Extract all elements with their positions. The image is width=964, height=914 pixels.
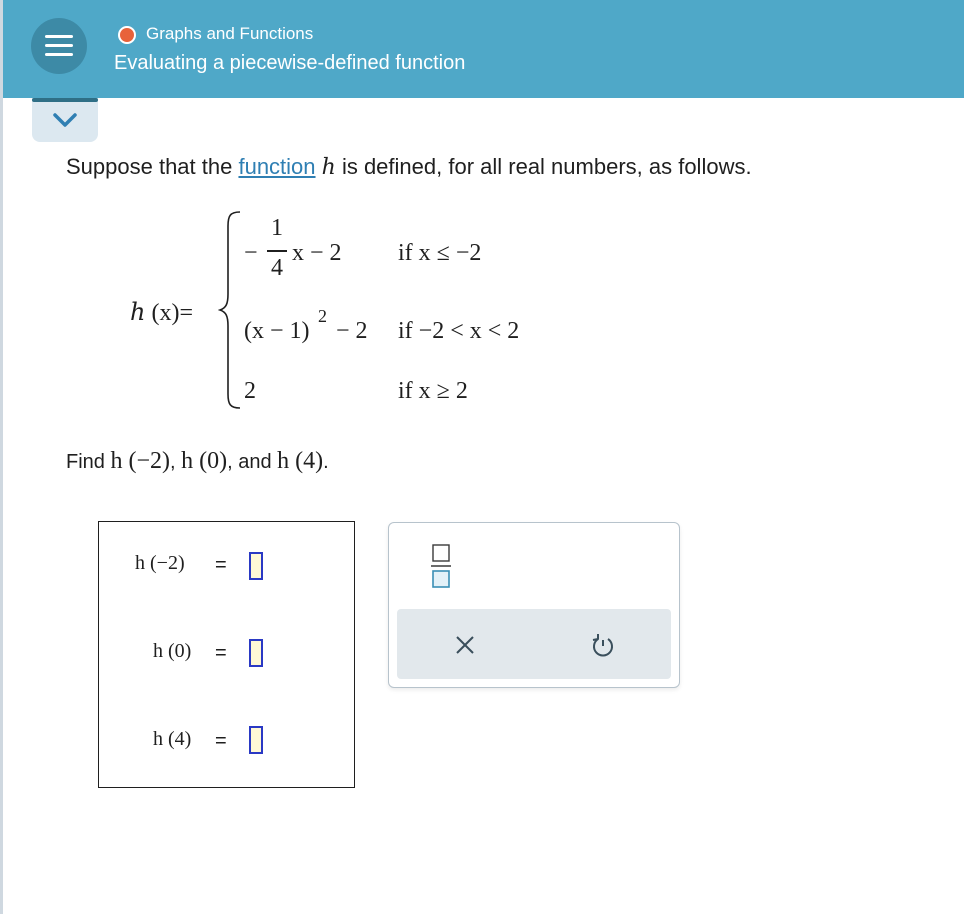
answer-input-3[interactable] <box>249 726 263 754</box>
piece1-sign: − <box>244 240 258 266</box>
hamburger-icon-line <box>45 35 73 38</box>
piece1-numerator: 1 <box>271 215 283 241</box>
find-expr-1: h (−2) <box>110 448 170 474</box>
fraction-line <box>267 250 287 252</box>
close-icon[interactable] <box>451 631 479 659</box>
collapse-button[interactable] <box>32 98 98 142</box>
find-word: Find <box>66 451 111 473</box>
answer-eq-2: = <box>215 642 227 664</box>
hamburger-icon-line <box>45 44 73 47</box>
find-expr-2: h (0) <box>181 448 228 474</box>
piece3-expr: 2 <box>244 378 256 404</box>
answer-eq-3: = <box>215 730 227 752</box>
hamburger-icon-line <box>45 53 73 56</box>
fraction-icon[interactable] <box>429 543 453 589</box>
answer-box <box>98 521 355 788</box>
intro-var: h <box>321 155 336 180</box>
answer-eq-1: = <box>215 554 227 576</box>
function-name: h <box>130 298 146 326</box>
piece3-condition: if x ≥ 2 <box>398 378 468 404</box>
collapse-bar <box>32 98 98 102</box>
find-sep-1: , <box>170 451 182 473</box>
undo-icon[interactable] <box>589 631 617 659</box>
function-lhs <box>130 298 193 327</box>
header-bar <box>3 0 964 98</box>
piece2-condition: if −2 < x < 2 <box>398 318 520 344</box>
function-eq: = <box>179 300 193 326</box>
piece2-rest: − 2 <box>336 318 368 344</box>
page-left-edge <box>0 0 3 914</box>
answer-input-2[interactable] <box>249 639 263 667</box>
find-expr-3: h (4) <box>277 448 324 474</box>
function-arg: (x) <box>151 300 180 326</box>
math-toolbar <box>388 522 680 688</box>
problem-statement <box>66 154 752 180</box>
piece1-denominator: 4 <box>271 255 283 281</box>
page-title: Evaluating a piecewise-defined function <box>114 52 466 74</box>
intro-before: Suppose that the <box>66 154 239 179</box>
answer-label-3: h (4) <box>153 728 192 750</box>
answer-label-2: h (0) <box>153 640 192 662</box>
function-link[interactable]: function <box>238 154 316 179</box>
action-bar <box>397 609 671 679</box>
find-sep-2: , and <box>227 451 278 473</box>
piece1-condition: if x ≤ −2 <box>398 240 482 266</box>
find-end: . <box>323 451 329 473</box>
piece1-rest: x − 2 <box>292 240 342 266</box>
piece2-exponent: 2 <box>318 306 327 326</box>
chevron-down-icon <box>52 112 78 128</box>
topic-label: Graphs and Functions <box>146 24 314 43</box>
question-text <box>66 448 329 475</box>
intro-after: is defined, for all real numbers, as follows. <box>335 154 752 179</box>
answer-input-1[interactable] <box>249 552 263 580</box>
answer-label-1: h (−2) <box>135 552 185 574</box>
status-dot-icon <box>118 26 136 44</box>
menu-button[interactable] <box>31 18 87 74</box>
piece2-expr: (x − 1) <box>244 318 310 344</box>
